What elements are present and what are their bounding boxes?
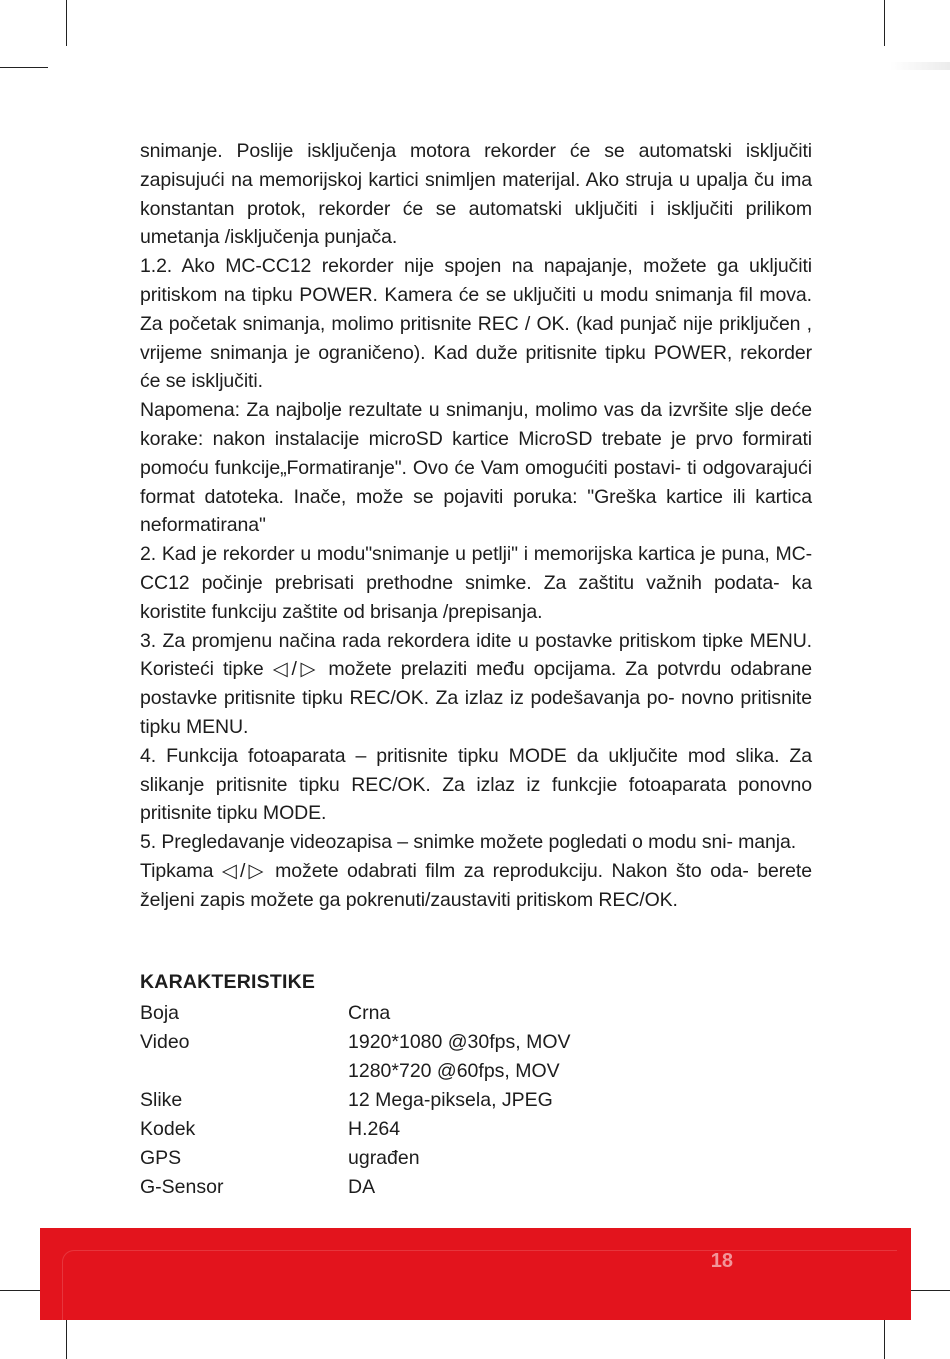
- spec-row-gps: [140, 1144, 740, 1173]
- specs-title: KARAKTERISTIKE: [140, 971, 316, 993]
- paragraph-3: Napomena: Za najbolje rezultate u snimanju, molimo vas da izvršite slje deće korake: nakon instalacije microSD kartice MicroSD trebate je prvo formirati pomoću funkcije„Formatiranje". Ovo će Vam omogućiti postavi- ti odgovarajući format datoteka. Inače, može se pojaviti poruka: "Greška kartice ili kartica neformatirana": [140, 399, 812, 537]
- footer-band: [40, 1228, 911, 1320]
- spec-row-kodek: [140, 1115, 740, 1144]
- crop-mark-top-right-vertical: [884, 0, 885, 46]
- spec-label: Kodek: [140, 1118, 196, 1140]
- spec-row-slike: [140, 1086, 740, 1115]
- spec-row-g-sensor: [140, 1173, 740, 1202]
- crop-mark-top-left-vertical: [66, 0, 67, 46]
- paragraph-6: 4. Funkcija fotoaparata – pritisnite tipku MODE da uključite mod slika. Za slikanje pritisnite tipku REC/OK. Za izlaz iz funkcjie fotoaparata ponovno pritisnite tipku MODE.: [140, 744, 812, 825]
- paragraph-7: 5. Pregledavanje videozapisa – snimke možete pogledati o modu sni- manja.: [140, 831, 797, 854]
- paragraph-8: Tipkama ◁/▷ možete odabrati film za reprodukciju. Nakon što oda- berete željeni zapis možete ga pokrenuti/zaustaviti pritiskom REC/OK.: [140, 859, 812, 911]
- spec-row-video: [140, 1028, 740, 1086]
- paragraph-2: 1.2. Ako MC-CC12 rekorder nije spojen na napajanje, možete ga uključiti pritiskom na tipku POWER. Kamera će se uključiti u modu snimanja fil mova. Za početak snimanja, molimo pritisnite REC / OK. (kad punjač nije priključen , vrijeme snimanja je ograničeno). Kad duže pritisnite tipku POWER, rekorder će se isključiti.: [140, 255, 812, 393]
- spec-row-boja: [140, 999, 740, 1028]
- paragraph-5: 3. Za promjenu načina rada rekordera idite u postavke pritiskom tipke MENU. Koristeći tipke ◁/▷ možete prelaziti među opcijama. Za potvrdu odabrane postavke pritisnite tipku REC/OK. Za izlaz iz podešavanja po- novno pritisnite tipku MENU.: [140, 629, 812, 738]
- crop-mark-top-left-horizontal: [0, 67, 48, 68]
- body-text: [140, 137, 812, 915]
- spec-label: Boja: [140, 1002, 180, 1024]
- specs-table: [140, 999, 740, 1202]
- page-number: 18: [710, 1250, 733, 1272]
- spec-value: 1920*1080 @30fps, MOV: [348, 1031, 571, 1053]
- footer-decoration: [62, 1250, 897, 1326]
- paragraph-4: 2. Kad je rekorder u modu"snimanje u petlji" i memorijska kartica je puna, MC-CC12 počinje prebrisati prethodne snimke. Za zaštitu važnih podata- ka koristite funkciju zaštite od brisanja /prepisanja.: [140, 543, 812, 623]
- spec-value: ugrađen: [348, 1147, 420, 1169]
- spec-label: GPS: [140, 1147, 182, 1169]
- spec-value: Crna: [348, 1002, 391, 1024]
- spec-label: G-Sensor: [140, 1176, 224, 1198]
- spec-value: 12 Mega-piksela, JPEG: [348, 1089, 553, 1111]
- spec-value: 1280*720 @60fps, MOV: [348, 1060, 560, 1082]
- spec-label: Slike: [140, 1089, 183, 1111]
- scan-artifact: [890, 62, 950, 70]
- spec-label: Video: [140, 1031, 190, 1053]
- spec-value: DA: [348, 1176, 376, 1198]
- spec-value: H.264: [348, 1118, 401, 1140]
- paragraph-1: snimanje. Poslije isključenja motora rekorder će se automatski isključiti zapisujući na memorijskoj kartici snimljen materijal. Ako struja u upalja ču ima konstantan protok, rekorder će se automatski uključiti i isključiti prilikom umetanja /isključenja punjača.: [140, 140, 812, 249]
